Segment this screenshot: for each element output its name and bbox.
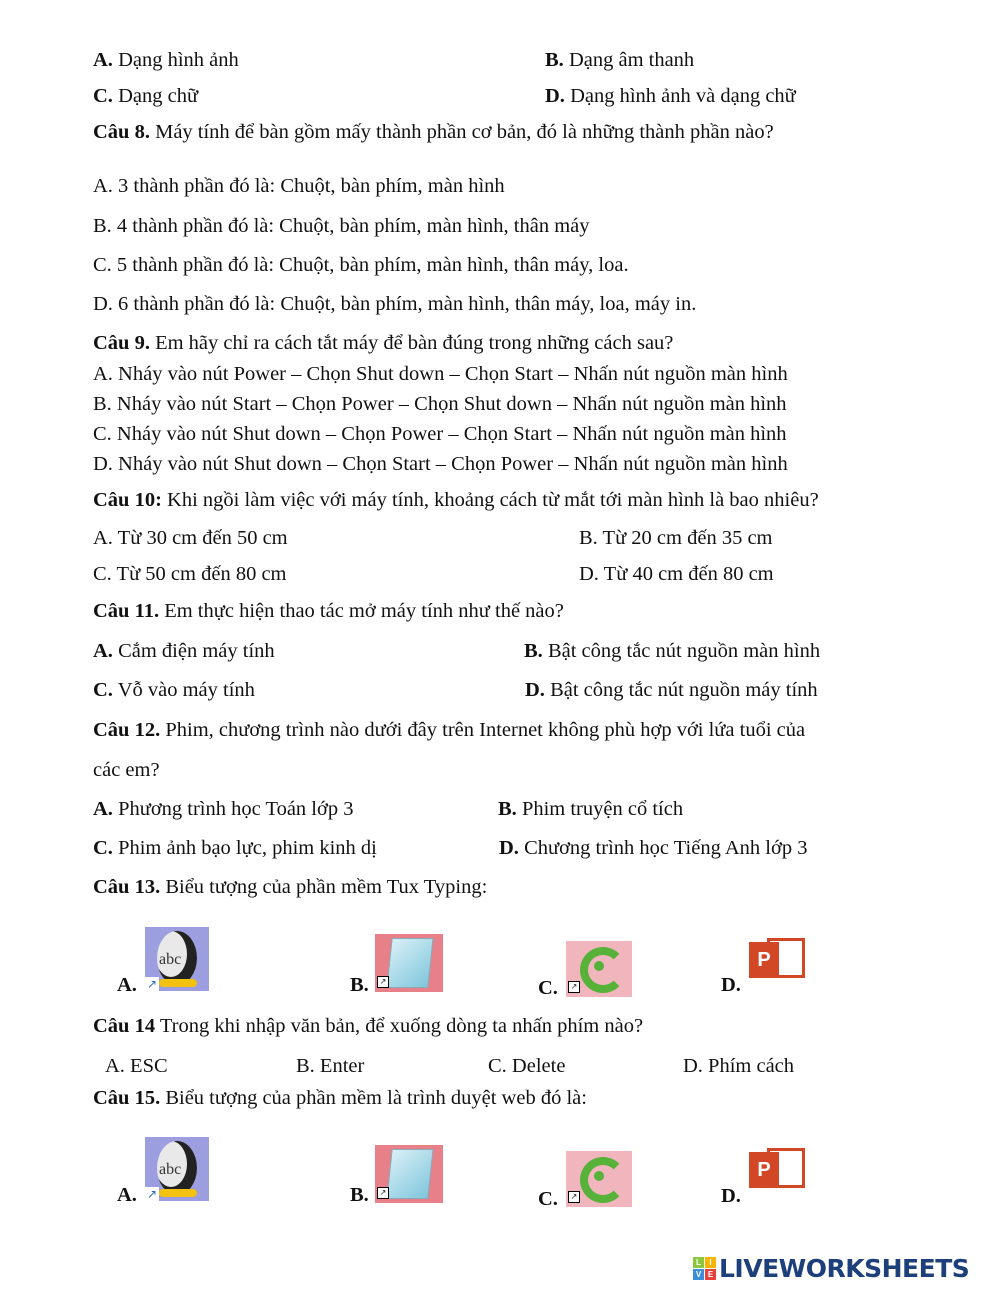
q12-option-d: D. Chương trình học Tiếng Anh lớp 3 — [499, 837, 808, 859]
q14-question: Câu 14 Trong khi nhập văn bản, để xuống dòng ta nhấn phím nào? — [93, 1015, 644, 1037]
q10-question: Câu 10: Khi ngồi làm việc với máy tính, khoảng cách từ mắt tới màn hình là bao nhiêu? — [93, 489, 819, 511]
q14-option-b: B. Enter — [296, 1055, 365, 1077]
q15-label-c: C. — [538, 1188, 558, 1210]
notepad-icon — [375, 934, 443, 992]
q7-option-a: A. Dạng hình ảnh — [93, 49, 239, 71]
q9-option-c: C. Nháy vào nút Shut down – Chọn Power – Chọn Start – Nhấn nút nguồn màn hình — [93, 423, 787, 445]
q12-option-a: A. Phương trình học Toán lớp 3 — [93, 798, 354, 820]
powerpoint-icon: P — [749, 1146, 807, 1192]
q15-question: Câu 15. Biểu tượng của phần mềm là trình duyệt web đó là: — [93, 1087, 587, 1109]
coccoc-browser-icon — [566, 1151, 632, 1207]
shortcut-arrow-icon: ↗ — [146, 1187, 158, 1201]
powerpoint-icon: P — [749, 936, 807, 982]
q15-label-a: A. — [117, 1184, 137, 1206]
q14-option-a: A. ESC — [105, 1055, 168, 1077]
logo-cells-icon: L I V E — [693, 1257, 716, 1280]
q13-label-c: C. — [538, 977, 558, 999]
q13-question: Câu 13. Biểu tượng của phần mềm Tux Typing: — [93, 876, 488, 898]
shortcut-arrow-icon: ↗ — [568, 981, 580, 993]
q15-label-d: D. — [721, 1185, 741, 1207]
shortcut-arrow-icon: ↗ — [146, 977, 158, 991]
q9-option-a: A. Nháy vào nút Power – Chọn Shut down – Chọn Start – Nhấn nút nguồn màn hình — [93, 363, 788, 385]
q8-option-b: B. 4 thành phần đó là: Chuột, bàn phím, màn hình, thân máy — [93, 215, 590, 237]
q9-option-d: D. Nháy vào nút Shut down – Chọn Start – Chọn Power – Nhấn nút nguồn màn hình — [93, 453, 788, 475]
q7-option-d: D. Dạng hình ảnh và dạng chữ — [545, 85, 796, 107]
q14-option-c: C. Delete — [488, 1055, 566, 1077]
notepad-icon — [375, 1145, 443, 1203]
q10-option-a: A. Từ 30 cm đến 50 cm — [93, 527, 288, 549]
q9-option-b: B. Nháy vào nút Start – Chọn Power – Chọn Shut down – Nhấn nút nguồn màn hình — [93, 393, 787, 415]
q13-label-b: B. — [350, 974, 369, 996]
coccoc-browser-icon — [566, 941, 632, 997]
q13-label-d: D. — [721, 974, 741, 996]
shortcut-arrow-icon: ↗ — [377, 976, 389, 988]
logo-text: LIVEWORKSHEETS — [719, 1254, 970, 1283]
q11-option-c: C. Vỗ vào máy tính — [93, 679, 255, 701]
q11-question: Câu 11. Em thực hiện thao tác mở máy tính như thế nào? — [93, 600, 564, 622]
q8-option-c: C. 5 thành phần đó là: Chuột, bàn phím, màn hình, thân máy, loa. — [93, 254, 629, 276]
q11-option-b: B. Bật công tắc nút nguồn màn hình — [524, 640, 821, 662]
shortcut-arrow-icon: ↗ — [568, 1191, 580, 1203]
q14-option-d: D. Phím cách — [683, 1055, 795, 1077]
q12-option-b: B. Phim truyện cổ tích — [498, 798, 684, 820]
tux-typing-icon: abc ↗ — [145, 927, 209, 991]
q7-option-b: B. Dạng âm thanh — [545, 49, 695, 71]
q12-question: Câu 12. Phim, chương trình nào dưới đây trên Internet không phù hợp với lứa tuổi của — [93, 719, 806, 741]
q11-option-a: A. Cắm điện máy tính — [93, 640, 275, 662]
q11-option-d: D. Bật công tắc nút nguồn máy tính — [525, 679, 818, 701]
q12-option-c: C. Phim ảnh bạo lực, phim kinh dị — [93, 837, 377, 859]
q10-option-c: C. Từ 50 cm đến 80 cm — [93, 563, 287, 585]
q8-option-a: A. 3 thành phần đó là: Chuột, bàn phím, màn hình — [93, 175, 505, 197]
q10-option-d: D. Từ 40 cm đến 80 cm — [579, 563, 774, 585]
q12-question-cont: các em? — [93, 759, 160, 781]
shortcut-arrow-icon: ↗ — [377, 1187, 389, 1199]
q8-option-d: D. 6 thành phần đó là: Chuột, bàn phím, màn hình, thân máy, loa, máy in. — [93, 293, 697, 315]
q8-question: Câu 8. Máy tính để bàn gồm mấy thành phần cơ bản, đó là những thành phần nào? — [93, 121, 774, 143]
q9-question: Câu 9. Em hãy chỉ ra cách tắt máy để bàn đúng trong những cách sau? — [93, 332, 674, 354]
tux-typing-icon: abc ↗ — [145, 1137, 209, 1201]
liveworksheets-logo — [693, 1254, 969, 1283]
q10-option-b: B. Từ 20 cm đến 35 cm — [579, 527, 773, 549]
q7-option-c: C. Dạng chữ — [93, 85, 199, 107]
q13-label-a: A. — [117, 974, 137, 996]
q15-label-b: B. — [350, 1184, 369, 1206]
